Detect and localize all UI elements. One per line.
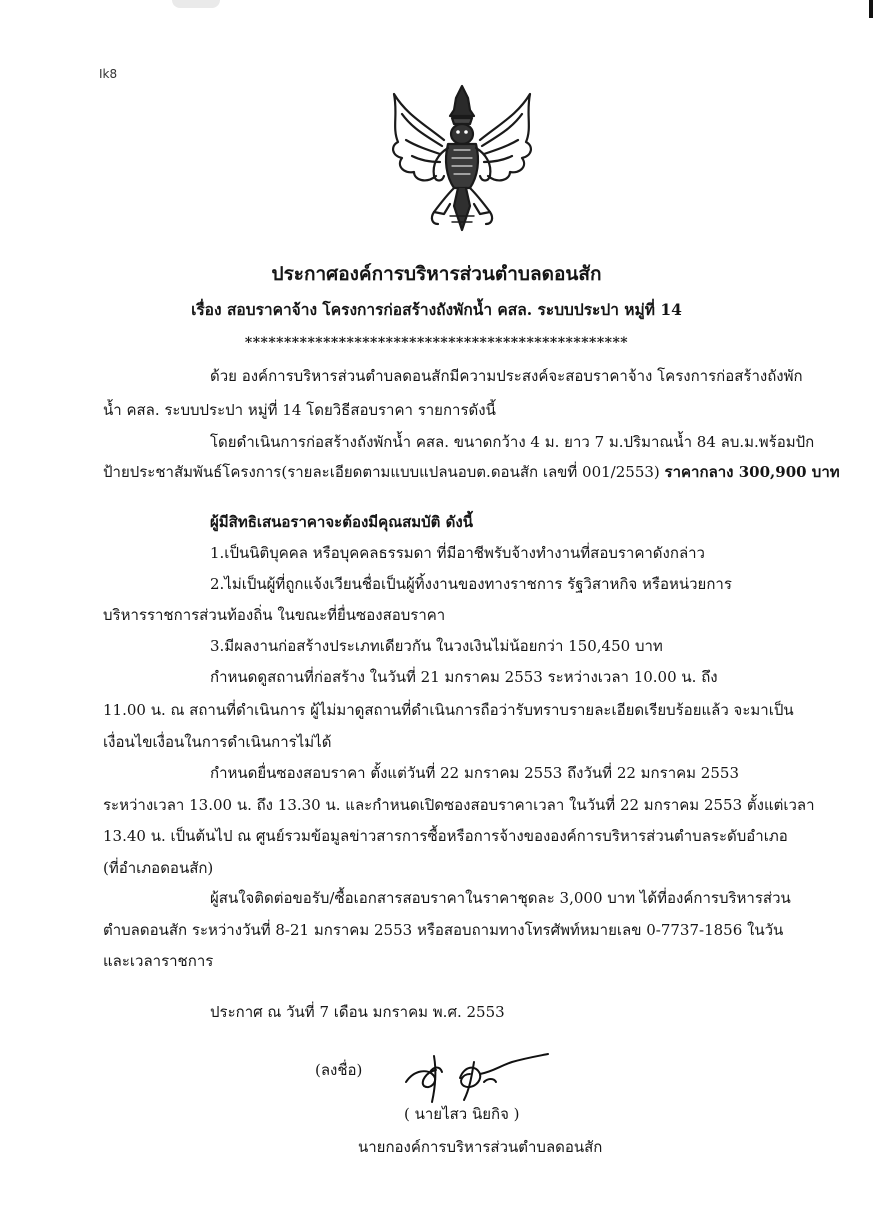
asterisk-separator: *************************************************	[244, 335, 629, 351]
document-reference: Ik8	[99, 67, 118, 81]
documents-line-1: ผู้สนใจติดต่อขอรับ/ซื้อเอกสารสอบราคาในราคาชุดละ 3,000 บาท ได้ที่องค์การบริหารส่วน	[210, 889, 791, 907]
qualification-item-2-line-1: 2.ไม่เป็นผู้ที่ถูกแจ้งเวียนชื่อเป็นผู้ทิ้งงานของทางราชการ รัฐวิสาหกิจ หรือหน่วยการ	[210, 575, 732, 593]
scan-edge-mark	[869, 0, 873, 18]
work-line-1: โดยดำเนินการก่อสร้างถังพักน้ำ คสล. ขนาดกว้าง 4 ม. ยาว 7 ม.ปริมาณน้ำ 84 ลบ.ม.พร้อมปัก	[210, 433, 815, 451]
site-visit-line-2: 11.00 น. ณ สถานที่ดำเนินการ ผู้ไม่มาดูสถานที่ดำเนินการถือว่ารับทราบรายละเอียดเรียบร้อยแล้ว จะมาเป็น	[103, 701, 794, 719]
announce-date: ประกาศ ณ วันที่ 7 เดือน มกราคม พ.ศ. 2553	[210, 1003, 505, 1021]
sign-label: (ลงชื่อ)	[315, 1061, 363, 1079]
work-details: ป้ายประชาสัมพันธ์โครงการ(รายละเอียดตามแบบแปลนอบต.ดอนสัก เลขที่ 001/2553)	[103, 463, 660, 481]
signer-name: ( นายไสว นิยกิจ )	[404, 1105, 520, 1123]
qualifications-heading: ผู้มีสิทธิเสนอราคาจะต้องมีคุณสมบัติ ดังนี้	[210, 513, 473, 531]
qualification-item-3: 3.มีผลงานก่อสร้างประเภทเดียวกัน ในวงเงินไม่น้อยกว่า 150,450 บาท	[210, 637, 663, 655]
scan-smudge	[172, 0, 220, 8]
qualification-item-1: 1.เป็นนิติบุคคล หรือบุคคลธรรมดา ที่มีอาชีพรับจ้างทำงานที่สอบราคาดังกล่าว	[210, 544, 705, 562]
submission-line-1: กำหนดยื่นซองสอบราคา ตั้งแต่วันที่ 22 มกราคม 2553 ถึงวันที่ 22 มกราคม 2553	[210, 764, 739, 782]
intro-line-2: น้ำ คสล. ระบบประปา หมู่ที่ 14 โดยวิธีสอบราคา รายการดังนี้	[103, 401, 496, 419]
qualification-item-2-line-2: บริหารราชการส่วนท้องถิ่น ในขณะที่ยื่นซองสอบราคา	[103, 606, 446, 624]
intro-line-1: ด้วย องค์การบริหารส่วนตำบลดอนสักมีความประสงค์จะสอบราคาจ้าง โครงการก่อสร้างถังพัก	[210, 367, 803, 385]
announcement-subject: เรื่อง สอบราคาจ้าง โครงการก่อสร้างถังพักน้ำ คสล. ระบบประปา หมู่ที่ 14	[191, 300, 682, 319]
site-visit-line-3: เงื่อนไขเงื่อนในการดำเนินการไม่ได้	[103, 733, 332, 751]
work-line-2	[103, 462, 840, 482]
median-price: ราคากลาง 300,900 บาท	[664, 463, 840, 481]
garuda-emblem	[384, 84, 540, 236]
handwritten-signature	[400, 1052, 550, 1104]
site-visit-line-1: กำหนดดูสถานที่ก่อสร้าง ในวันที่ 21 มกราคม 2553 ระหว่างเวลา 10.00 น. ถึง	[210, 668, 718, 686]
submission-line-2: ระหว่างเวลา 13.00 น. ถึง 13.30 น. และกำหนดเปิดซองสอบราคาเวลา ในวันที่ 22 มกราคม 2553 ตั้งแต่เวลา	[103, 796, 815, 814]
submission-line-3: 13.40 น. เป็นต้นไป ณ ศูนย์รวมข้อมูลข่าวสารการซื้อหรือการจ้างขององค์การบริหารส่วนตำบลระดับอำเภอ	[103, 827, 788, 845]
submission-line-4: (ที่อำเภอดอนสัก)	[103, 859, 214, 877]
documents-line-2: ตำบลดอนสัก ระหว่างวันที่ 8-21 มกราคม 2553 หรือสอบถามทางโทรศัพท์หมายเลข 0-7737-1856 ในวัน	[103, 921, 784, 939]
announcement-title: ประกาศองค์การบริหารส่วนตำบลดอนสัก	[271, 263, 602, 285]
documents-line-3: และเวลาราชการ	[103, 952, 214, 970]
signer-position: นายกองค์การบริหารส่วนตำบลดอนสัก	[358, 1138, 603, 1156]
